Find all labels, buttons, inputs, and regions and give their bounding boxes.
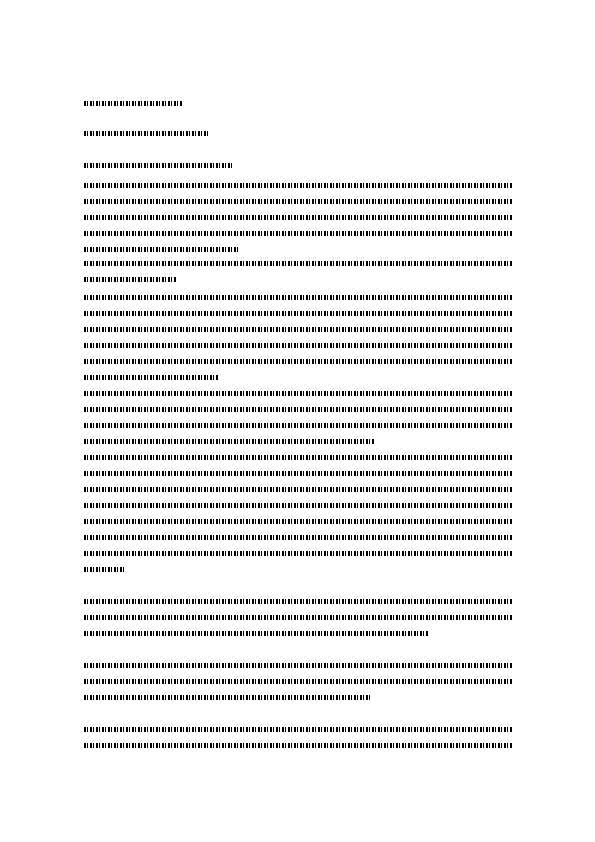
paragraph-line xyxy=(84,308,512,319)
paragraph-line xyxy=(84,484,512,495)
paragraph-line xyxy=(84,564,124,575)
paragraph-line xyxy=(84,228,512,239)
paragraph-line xyxy=(84,244,239,255)
paragraph-line xyxy=(84,372,219,383)
paragraph-line xyxy=(84,212,512,223)
paragraph-line xyxy=(84,532,512,543)
paragraph-line xyxy=(84,292,512,303)
paragraph-line xyxy=(84,516,512,527)
paragraph-line xyxy=(84,274,176,285)
paragraph-line xyxy=(84,452,512,463)
paragraph-line xyxy=(84,420,512,431)
paragraph-line xyxy=(84,660,512,671)
paragraph-line xyxy=(84,596,512,607)
paragraph-line xyxy=(84,258,512,269)
paragraph-line xyxy=(84,436,374,447)
paragraph-line xyxy=(84,740,512,751)
paragraph-line xyxy=(84,180,512,191)
paragraph-line xyxy=(84,196,512,207)
paragraph-line xyxy=(84,548,512,559)
header-line-1 xyxy=(84,98,182,109)
paragraph-line xyxy=(84,500,512,511)
paragraph-line xyxy=(84,340,512,351)
paragraph-line xyxy=(84,324,512,335)
paragraph-line xyxy=(84,612,512,623)
paragraph-line xyxy=(84,404,512,415)
paragraph-line xyxy=(84,724,512,735)
paragraph-line xyxy=(84,468,512,479)
header-line-2 xyxy=(84,128,209,139)
paragraph-line xyxy=(84,676,512,687)
paragraph-line xyxy=(84,160,232,171)
paragraph-line xyxy=(84,692,370,703)
paragraph-line xyxy=(84,388,512,399)
paragraph-line xyxy=(84,628,428,639)
paragraph-line xyxy=(84,356,512,367)
